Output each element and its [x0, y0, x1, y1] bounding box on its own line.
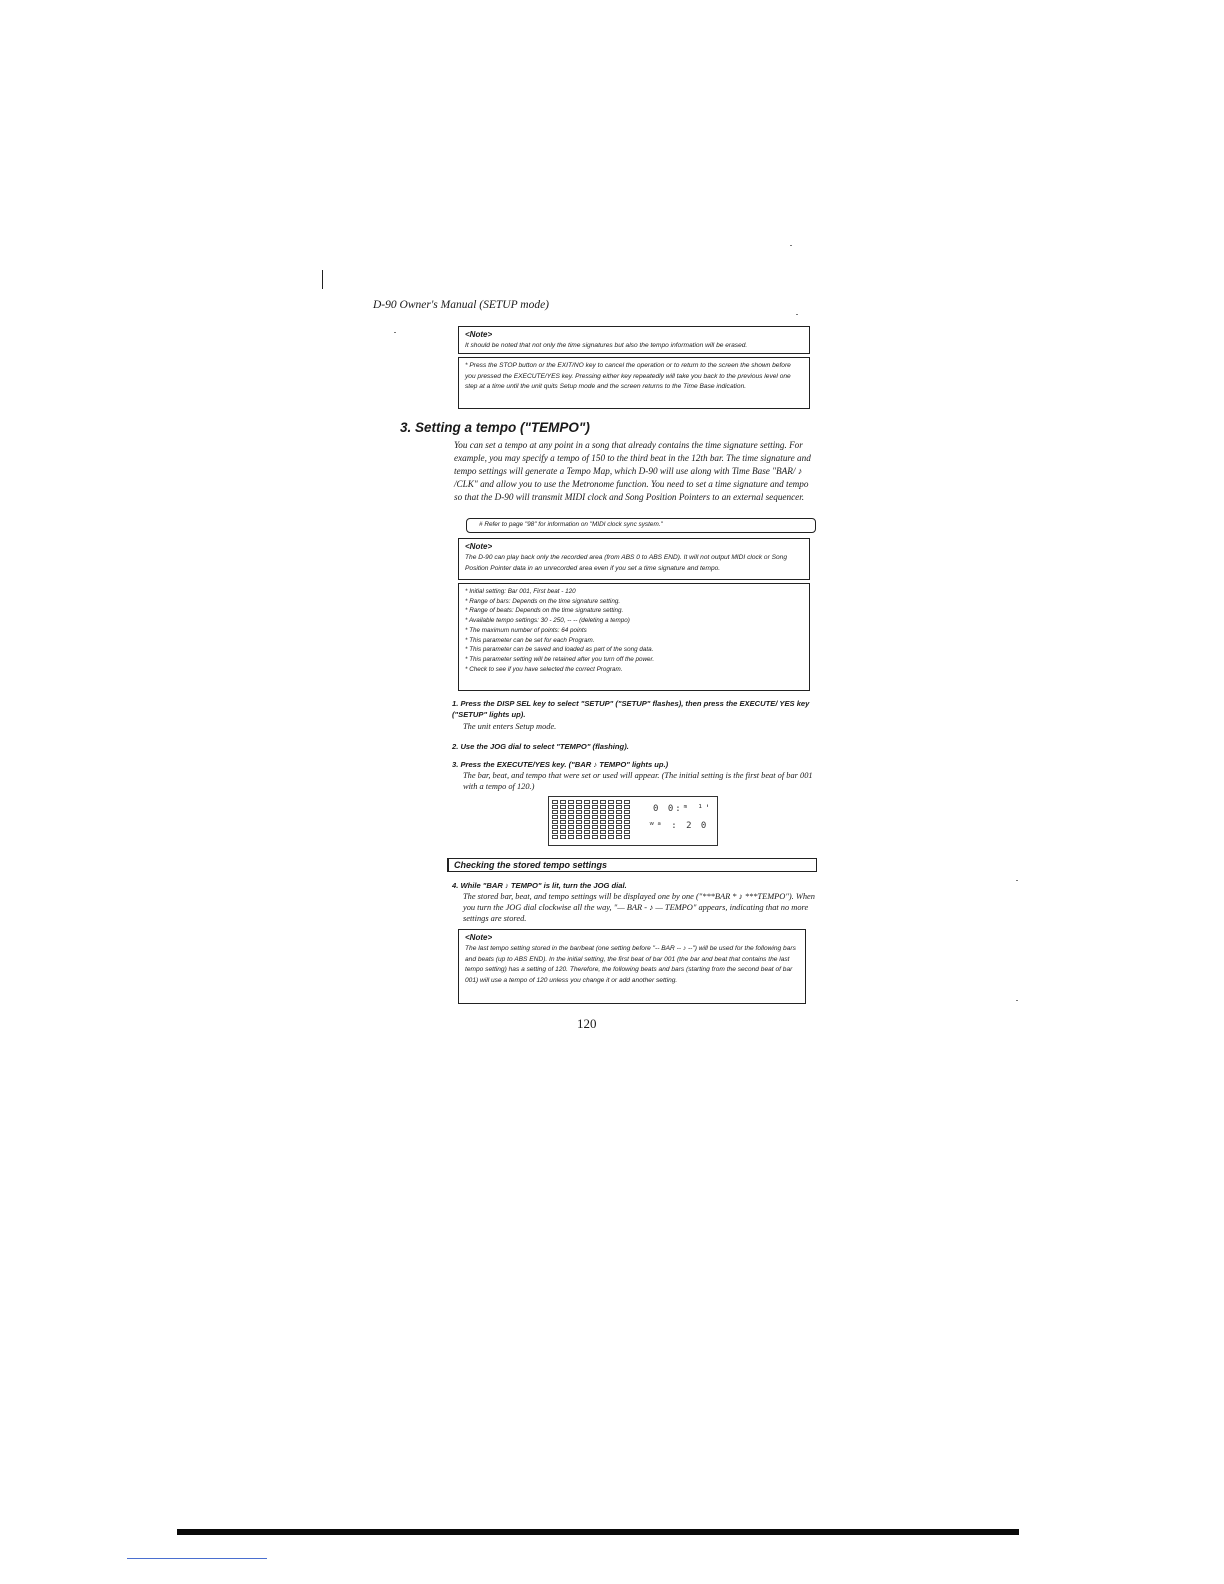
lcd-display: [548, 796, 718, 846]
note-text: The D-90 can play back only the recorded area (from ABS 0 to ABS END). It will not output MIDI clock or Song Position Pointer data in an unrecorded area even if you set a time signature and tempo.: [465, 554, 788, 572]
bottom-rule: [177, 1529, 1019, 1535]
scan-speck: [1016, 880, 1018, 881]
settings-list-box: [458, 583, 810, 691]
list-item: * Available tempo settings: 30 - 250, -- -- (deleting a tempo): [465, 617, 630, 625]
list-item: * The maximum number of points: 64 points: [465, 626, 587, 634]
step-1: 1. Press the DISP SEL key to select "SETUP" ("SETUP" flashes), then press the EXECUTE/ YES key ("SETUP" lights up).: [452, 699, 810, 719]
subsection-title: Checking the stored tempo settings: [447, 858, 817, 872]
note-title: <Note>: [465, 933, 493, 942]
step-1-description: The unit enters Setup mode.: [463, 722, 557, 731]
note-box-last-tempo: [458, 929, 806, 1004]
scan-speck: [796, 314, 798, 315]
list-item: * Range of bars: Depends on the time signature setting.: [465, 597, 621, 605]
step-3: 3. Press the EXECUTE/YES key. ("BAR ♪ TEMPO" lights up.): [452, 760, 669, 769]
section-intro: You can set a tempo at any point in a song that already contains the time signature setting. For example, you may specify a tempo of 150 to the third beat in the 12th bar. The time signature and tempo settings will generate a Tempo Map, which D-90 will use along with Time Base "BAR/ ♪ /CLK" and allow you to use the Metronome function. You need to set a time signature and tempo so that the D-90 will transmit MIDI clock and Song Position Pointers to an external sequencer.: [454, 440, 811, 502]
tip-box-cancel: [458, 357, 810, 409]
crop-mark: [322, 270, 323, 289]
list-item: * Check to see if you have selected the correct Program.: [465, 665, 623, 673]
scan-edge-line: [127, 1558, 267, 1559]
list-item: * This parameter can be saved and loaded as part of the song data.: [465, 646, 654, 654]
lcd-tempo-readout: ʷᵃ : 2 0: [649, 821, 709, 831]
list-item: * Range of beats: Depends on the time signature setting.: [465, 607, 624, 615]
tip-text: * Press the STOP button or the EXIT/NO key to cancel the operation or to return to the screen the shown before you pressed the EXECUTE/YES key. Pressing either key repeatedly will take you back to the previous level one step at a time until the unit quits Setup mode and the screen returns to the Time Base indication.: [465, 362, 791, 391]
lcd-bar-beat-readout: 0 0:ᵐ ¹': [653, 804, 713, 814]
reference-box: # Refer to page "98" for information on "MIDI clock sync system.": [466, 518, 816, 533]
page-number: 120: [577, 1016, 597, 1031]
list-item: * This parameter can be set for each Program.: [465, 636, 595, 644]
section-title: 3. Setting a tempo ("TEMPO"): [400, 420, 590, 435]
scan-speck: [790, 245, 792, 246]
note-title: <Note>: [465, 330, 493, 339]
running-header: D-90 Owner's Manual (SETUP mode): [373, 299, 550, 311]
step-4: 4. While "BAR ♪ TEMPO" is lit, turn the JOG dial.: [452, 881, 627, 890]
note-box-erase: [458, 326, 810, 354]
lcd-level-meters: [552, 800, 630, 839]
step-4-description: The stored bar, beat, and tempo settings will be displayed one by one ("***BAR * ♪ ***TEMPO"). When you turn the JOG dial clockwise all the way, "— BAR - ♪ — TEMPO" appears, indicating that no more settings are stored.: [463, 892, 815, 923]
step-3-description: The bar, beat, and tempo that were set or used will appear. (The initial setting is the first beat of bar 001 with a tempo of 120.): [463, 771, 813, 791]
scan-speck: [1016, 1000, 1018, 1001]
list-item: * Initial setting: Bar 001, First beat - 120: [465, 588, 576, 595]
step-2: 2. Use the JOG dial to select "TEMPO" (flashing).: [452, 742, 629, 751]
note-text: It should be noted that not only the time signatures but also the tempo information will be erased.: [465, 342, 748, 349]
list-item: * This parameter setting will be retained after you turn off the power.: [465, 655, 655, 663]
note-text: The last tempo setting stored in the bar/beat (one setting before "-- BAR -- ♪ --") will be used for the following bars and beats (up to ABS END). In the initial setting, the first beat of bar 001 (the bar and beat that contains the last tempo setting) has a setting of 120. Therefore, the following beats and bars (starting from the second beat of bar 001) will use a tempo of 120 unless you change it or add another setting.: [465, 945, 796, 984]
scan-speck: [394, 332, 396, 333]
note-box-playback: [458, 538, 810, 580]
note-title: <Note>: [465, 542, 493, 551]
